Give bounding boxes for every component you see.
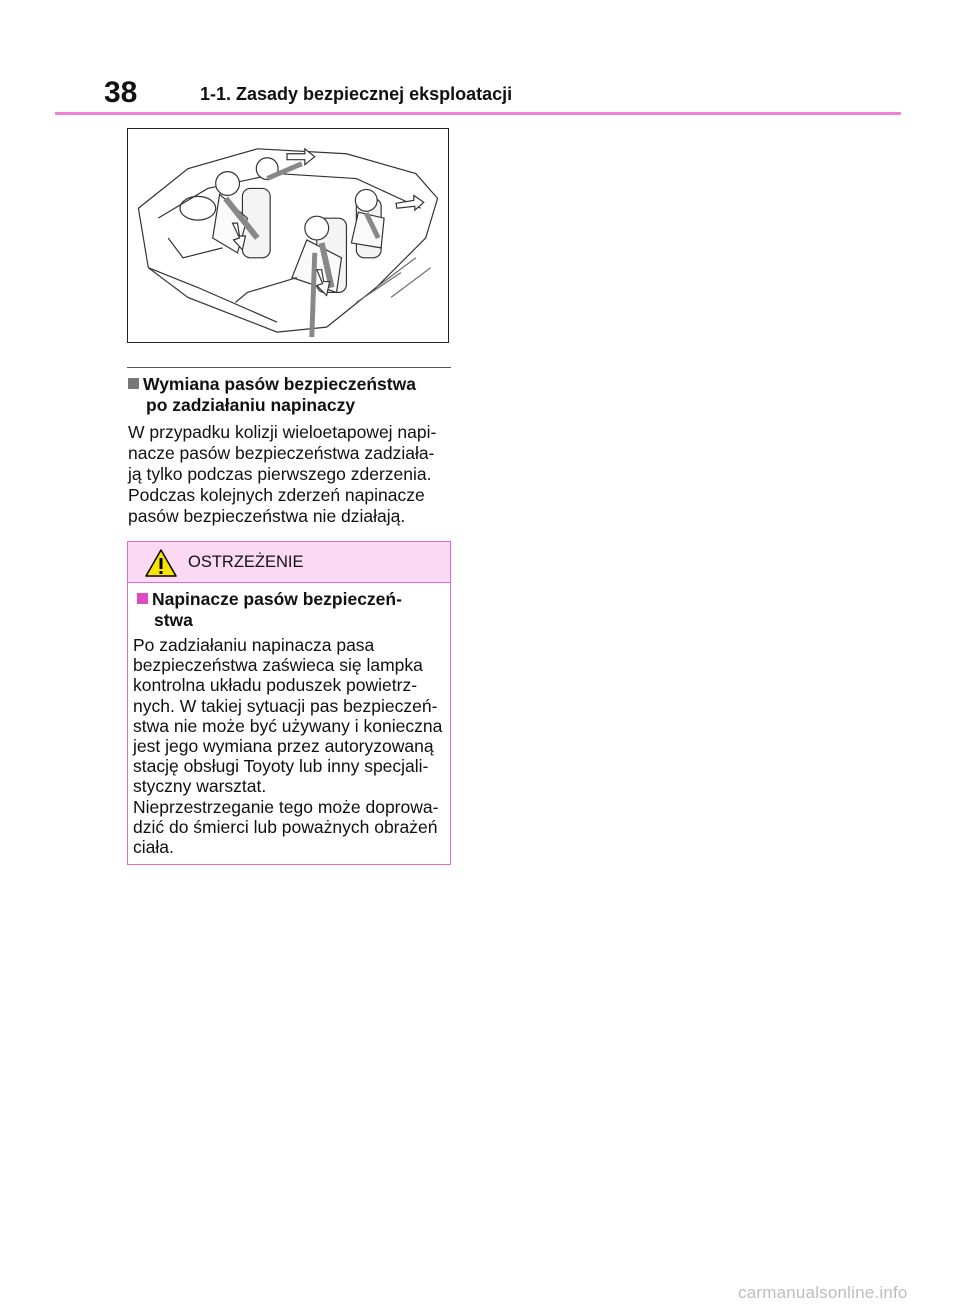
section-heading-line2: po zadziałaniu napinaczy <box>146 395 356 415</box>
body-line: Podczas kolejnych zderzeń napinacze <box>128 485 425 505</box>
warning-triangle-icon <box>145 549 177 577</box>
warning-label: OSTRZEŻENIE <box>188 553 304 571</box>
section-divider <box>127 367 451 368</box>
warning-line: styczny warsztat. <box>133 776 267 797</box>
warning-line: stację obsługi Toyoty lub inny specjali- <box>133 756 429 777</box>
body-line: nacze pasów bezpieczeństwa zadziała- <box>128 443 435 463</box>
section-heading-line1: Wymiana pasów bezpieczeństwa <box>143 374 416 394</box>
warning-line: kontrolna układu poduszek powietrz- <box>133 675 418 696</box>
seatbelt-illustration <box>127 128 449 343</box>
warning-line: bezpieczeństwa zaświeca się lampka <box>133 655 423 676</box>
body-line: W przypadku kolizji wieloetapowej napi- <box>128 422 437 442</box>
warning-body <box>133 635 448 857</box>
warning-heading <box>137 589 447 631</box>
page-number: 38 <box>104 76 138 109</box>
section-title: 1-1. Zasady bezpiecznej eksploatacji <box>200 84 513 104</box>
warning-line: Po zadziałaniu napinacza pasa <box>133 635 375 655</box>
warning-box <box>127 541 451 865</box>
warning-heading-line1: Napinacze pasów bezpieczeń- <box>152 589 402 609</box>
warning-line: nych. W takiej sytuacji pas bezpieczeń- <box>133 695 438 716</box>
warning-heading-line2: stwa <box>154 610 193 630</box>
body-line: pasów bezpieczeństwa nie działają. <box>128 506 406 526</box>
section-heading <box>128 374 458 416</box>
warning-line: dzić do śmierci lub poważnych obrażeń <box>133 816 438 837</box>
warning-bullet-icon <box>137 593 148 604</box>
warning-line: ciała. <box>133 837 174 858</box>
watermark: carmanualsonline.info <box>738 1283 908 1302</box>
warning-line: stwa nie może być używany i konieczna <box>133 715 443 736</box>
warning-line: Nieprzestrzeganie tego może doprowa- <box>133 796 439 817</box>
section-bullet-icon <box>128 378 139 389</box>
warning-header <box>128 542 450 583</box>
header-rule <box>55 112 901 115</box>
warning-line: jest jego wymiana przez autoryzowaną <box>133 736 434 757</box>
section-body <box>128 422 453 527</box>
body-line: ją tylko podczas pierwszego zderzenia. <box>128 464 432 484</box>
